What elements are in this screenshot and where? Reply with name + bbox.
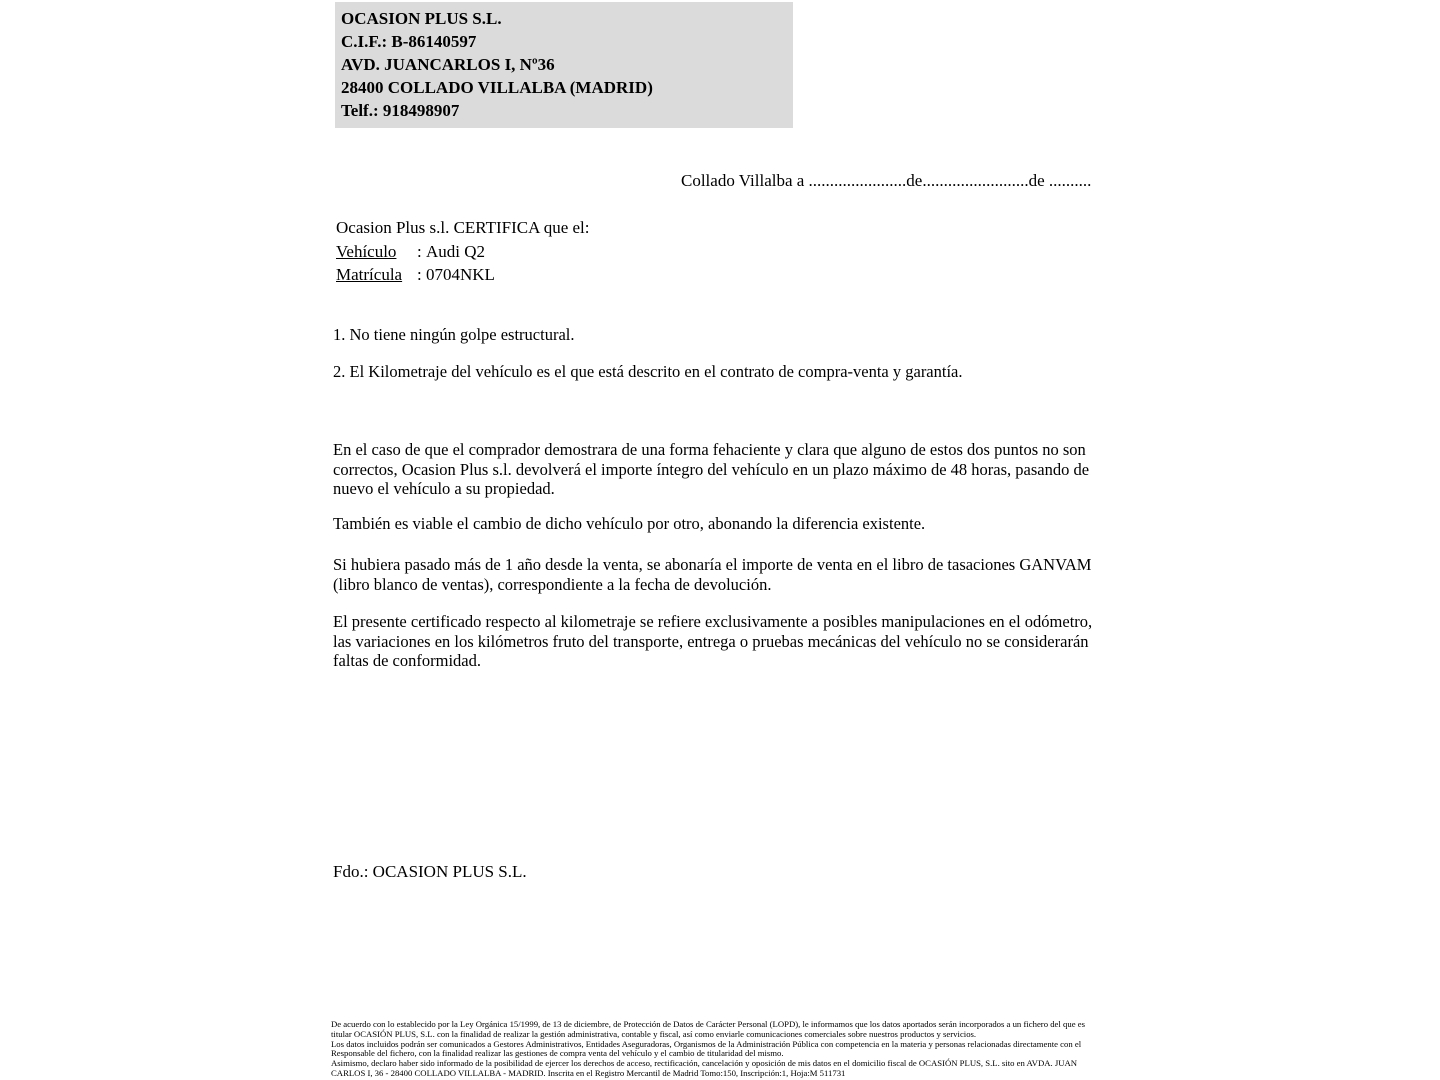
point-1: 1. No tiene ningún golpe estructural. xyxy=(333,325,575,344)
certificate-intro: Ocasion Plus s.l. CERTIFICA que el: xyxy=(336,218,590,237)
company-cif: C.I.F.: B-86140597 xyxy=(341,32,477,51)
company-address-city: 28400 COLLADO VILLALBA (MADRID) xyxy=(341,78,653,97)
signature-line: Fdo.: OCASION PLUS S.L. xyxy=(333,862,527,881)
certificate-block xyxy=(336,216,590,287)
vehicle-label: Vehículo xyxy=(336,241,397,261)
company-name: OCASION PLUS S.L. xyxy=(341,9,502,28)
paragraph-exchange: También es viable el cambio de dicho vehículo por otro, abonando la diferencia existente. xyxy=(333,514,926,533)
vehicle-value: Audi Q2 xyxy=(425,241,486,261)
vehicle-separator: : xyxy=(417,241,422,261)
paragraph-ganvam: Si hubiera pasado más de 1 año desde la venta, se abonaría el importe de venta en el libro de tasaciones GANVAM (libro blanco de ventas), correspondiente a la fecha de devolución. xyxy=(333,555,1092,594)
vehicle-field-row xyxy=(336,240,590,264)
plate-value: 0704NKL xyxy=(425,265,495,284)
paragraph-refund: En el caso de que el comprador demostrara de una forma fehaciente y clara que alguno de estos dos puntos no son correctos, Ocasion Plus s.l. devolverá el importe íntegro del vehículo en un plazo máximo de 48 horas, pasando de nuevo el vehículo a su propiedad. xyxy=(333,440,1090,499)
plate-separator: : xyxy=(417,265,422,284)
plate-field-row xyxy=(336,263,590,287)
date-line: Collado Villalba a .......................de.........................de .......... xyxy=(681,171,1092,190)
company-phone: Telf.: 918498907 xyxy=(341,101,460,120)
legal-footer xyxy=(331,1020,1103,1079)
company-address-street: AVD. JUANCARLOS I, Nº36 xyxy=(341,55,555,74)
plate-label: Matrícula xyxy=(336,265,403,284)
company-header-box xyxy=(335,2,793,128)
point-2: 2. El Kilometraje del vehículo es el que está descrito en el contrato de compra-venta y garantía. xyxy=(333,362,963,381)
legal-footer-paragraph-2: Los datos incluidos podrán ser comunicados a Gestores Administrativos, Entidades Aseguradoras, Organismos de la Administración Pública con competencia en la materia y personas relacionadas directamente con el Responsable del fichero, con la finalidad realizar las gestiones de compra venta del vehículo y el cambio de titularidad del mismo. xyxy=(331,1038,1082,1059)
paragraph-odometer: El presente certificado respecto al kilometraje se refiere exclusivamente a posibles manipulaciones en el odómetro, las variaciones en los kilómetros fruto del transporte, entrega o pruebas mecánicas del vehículo no se considerarán faltas de conformidad. xyxy=(333,612,1093,671)
legal-footer-paragraph-3: Asimismo, declaro haber sido informado de la posibilidad de ejercer los derechos de acceso, rectificación, cancelación y oposición de mis datos en el domicilio fiscal de OCASIÓN PLUS, S.L. sito en AVDA. JUAN CARLOS I, 36 - 28400 COLLADO VILLALBA - MADRID. Inscrita en el Registro Mercantil de Madrid Tomo:150, Inscripción:1, Hoja:M 511731 xyxy=(331,1058,1078,1078)
legal-footer-paragraph-1: De acuerdo con lo establecido por la Ley Orgánica 15/1999, de 13 de diciembre, de Protección de Datos de Carácter Personal (LOPD), le informamos que los datos aportados serán incorporados a un fichero del que es titular OCASIÓN PLUS, S.L. con la finalidad de realizar la gestión administrativa, contable y fiscal, así como enviarle comunicaciones comerciales sobre nuestros productos y servicios. xyxy=(331,1019,1085,1039)
